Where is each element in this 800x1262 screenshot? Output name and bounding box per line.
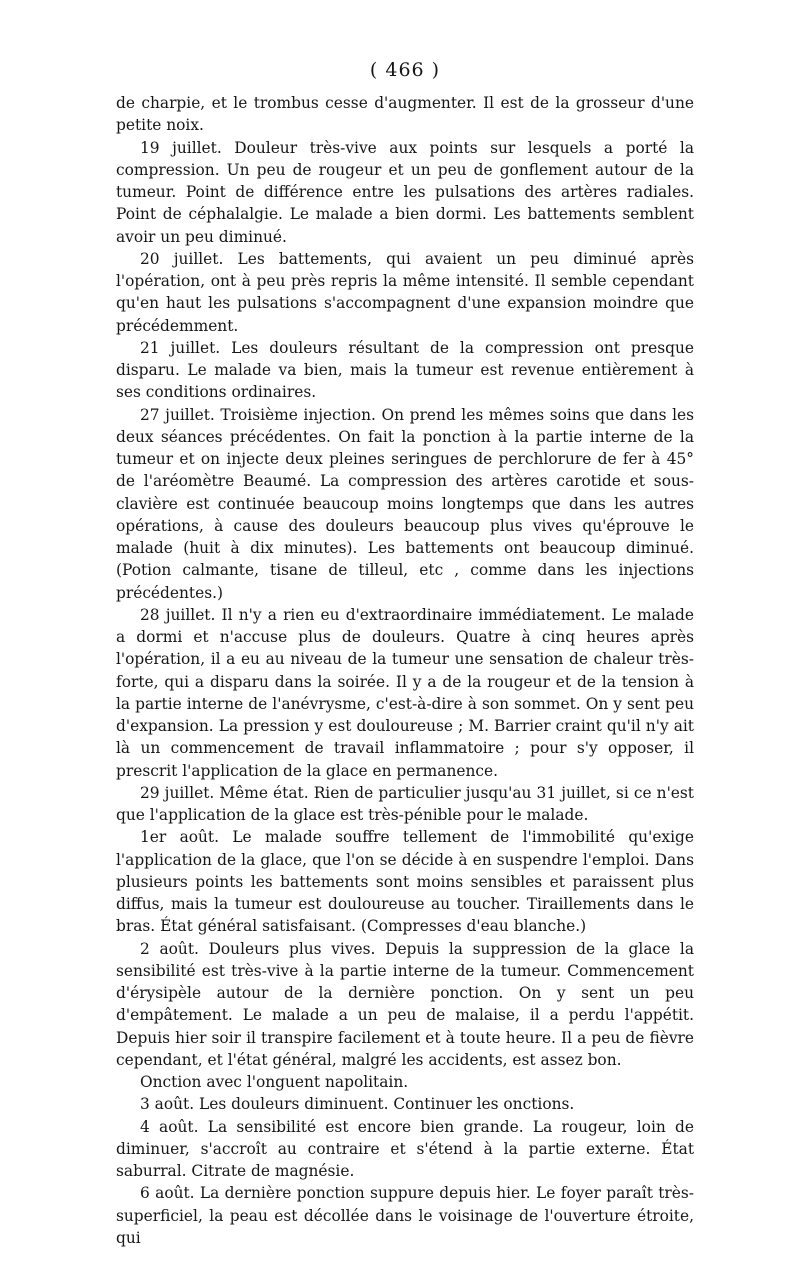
- paragraph-4-aout: 4 août. La sensibilité est encore bien grande. La rougeur, loin de diminuer, s'accroît au contraire et s'étend à la partie externe. État saburral. Citrate de magnésie.: [116, 1117, 694, 1180]
- paragraph-2-aout: 2 août. Douleurs plus vives. Depuis la suppression de la glace la sensibilité est très-vive à la partie interne de la tumeur. Commencement d'érysipèle autour de la dernière ponction. On y sent un peu d'empâtement. Le malade a un peu de malaise, il a perdu l'appétit. Depuis hier soir il transpire facilement et à toute heure. Il a peu de fièvre cependant, et l'état général, malgré les accidents, est assez bon.: [116, 939, 694, 1069]
- paragraph-29-juillet: 29 juillet. Même état. Rien de particulier jusqu'au 31 juillet, si ce n'est que l'application de la glace est très-pénible pour le malade.: [116, 783, 694, 824]
- paragraph-21-juillet: 21 juillet. Les douleurs résultant de la compression ont presque disparu. Le malade va bien, mais la tumeur est revenue entièrement à ses conditions ordinaires.: [116, 338, 694, 402]
- paragraph-19-juillet: 19 juillet. Douleur très-vive aux points sur lesquels a porté la compression. Un peu de rougeur et un peu de gonflement autour de la tumeur. Point de différence entre les pulsations des artères radiales. Point de céphalalgie. Le malade a bien dormi. Les battements semblent avoir un peu diminué.: [116, 138, 694, 246]
- paragraph-continuation: de charpie, et le trombus cesse d'augmenter. Il est de la grosseur d'une petite noix.: [116, 94, 694, 135]
- paragraph-3-aout: 3 août. Les douleurs diminuent. Continuer les onctions.: [140, 1095, 575, 1114]
- paragraph-27-juillet: 27 juillet. Troisième injection. On prend les mêmes soins que dans les deux séances précédentes. On fait la ponction à la partie interne de la tumeur et on injecte deux pleines seringues de perchlorure de fer à 45° de l'aréomètre Beaumé. La compression des artères carotide et sous-clavière est continuée beaucoup moins longtemps que dans les autres opérations, à cause des douleurs beaucoup plus vives qu'éprouve le malade (huit à dix minutes). Les battements ont beaucoup diminué. (Potion calmante, tisane de tilleul, etc , comme dans les injections précédentes.): [116, 405, 694, 602]
- paragraph-1er-aout: 1er août. Le malade souffre tellement de l'immobilité qu'exige l'application de la glace, que l'on se décide à en suspendre l'emploi. Dans plusieurs points les battements sont moins sensibles et paraissent plus diffus, mais la tumeur est douloureuse au toucher. Tiraillements dans le bras. État général satisfaisant. (Compresses d'eau blanche.): [116, 828, 694, 936]
- paragraph-28-juillet: 28 juillet. Il n'y a rien eu d'extraordinaire immédiatement. Le malade a dormi et n'accuse plus de douleurs. Quatre à cinq heures après l'opération, il a eu au niveau de la tumeur une sensation de chaleur très-forte, qui a disparu dans la soirée. Il y a de la rougeur et de la tension à la partie interne de l'anévrysme, c'est-à-dire à son sommet. On y sent peu d'expansion. La pression y est douloureuse ; M. Barrier craint qu'il n'y ait là un commencement de travail inflammatoire ; pour s'y opposer, il prescrit l'application de la glace en permanence.: [116, 605, 694, 780]
- paragraph-20-juillet: 20 juillet. Les battements, qui avaient un peu diminué après l'opération, ont à peu près repris la même intensité. Il semble cependant qu'en haut les pulsations s'accompagnent d'une expansion moindre que précédemment.: [116, 249, 694, 335]
- paragraph-onction: Onction avec l'onguent napolitain.: [140, 1073, 409, 1091]
- body-text: [116, 92, 694, 1249]
- paragraph-6-aout: 6 août. La dernière ponction suppure depuis hier. Le foyer paraît très-superficiel, la peau est décollée dans le voisinage de l'ouverture étroite, qui: [116, 1184, 694, 1247]
- page-number: ( 466 ): [369, 59, 441, 81]
